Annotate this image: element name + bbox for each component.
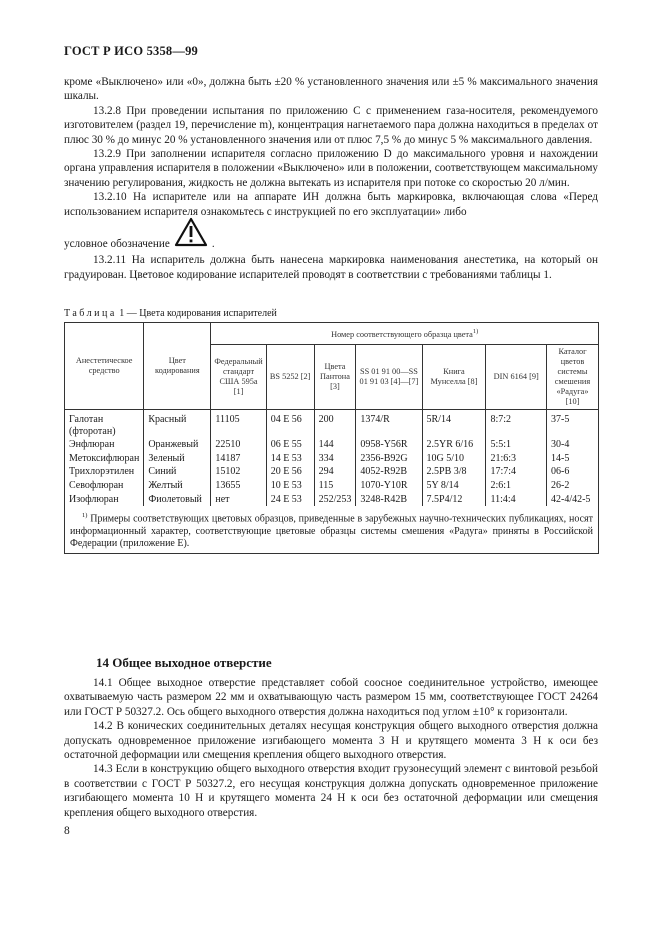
header-din: DIN 6164 [9] xyxy=(486,345,547,410)
cell-color: Красный xyxy=(144,410,211,439)
cell-ss: 0958-Y56R xyxy=(356,438,422,452)
paragraph-13-2-11: 13.2.11 На испаритель должна быть нанесена маркировка наименования анестетика, на который он градуирован. Цветовое кодирование испарителей проводят в соответствии с требованиями таблицы 1. xyxy=(64,254,598,281)
cell-ss: 1070-Y10R xyxy=(356,479,422,493)
cell-bs: 14 E 53 xyxy=(266,452,314,466)
cell-munsell: 10G 5/10 xyxy=(422,452,486,466)
header-raduga: Каталог цветов системы смешения «Радуга» [10] xyxy=(546,345,598,410)
table-row xyxy=(65,438,599,452)
cell-agent: Энфлюран xyxy=(65,438,144,452)
cell-bs: 10 E 53 xyxy=(266,479,314,493)
cell-ss: 4052-R92B xyxy=(356,465,422,479)
cell-color: Желтый xyxy=(144,479,211,493)
cell-raduga: 30-4 xyxy=(546,438,598,452)
cell-ss: 2356-B92G xyxy=(356,452,422,466)
cell-din: 2:6:1 xyxy=(486,479,547,493)
cell-agent: Изофлюран xyxy=(65,493,144,507)
cell-raduga: 42-4/42-5 xyxy=(546,493,598,507)
table-footnote xyxy=(65,506,599,554)
header-group-footnote-ref: 1) xyxy=(472,328,479,336)
cell-bs: 06 E 55 xyxy=(266,438,314,452)
table-row xyxy=(65,410,599,439)
cell-color: Зеленый xyxy=(144,452,211,466)
paragraph-13-2-9: 13.2.9 При заполнении испарителя согласно приложению D до максимального уровня и нахождении органа управления испарителя в положении «Выключено» или в положении, соответствующем максимальному значению регулирования, жидкость не должна вытекать из испарителя при потоке со скоростью 20 л/мин. xyxy=(64,148,598,189)
table-caption-word: Таблица xyxy=(64,308,117,319)
table-row xyxy=(65,493,599,507)
cell-federal: 14187 xyxy=(211,452,266,466)
cell-color: Оранжевый xyxy=(144,438,211,452)
page-number: 8 xyxy=(64,825,70,837)
cell-federal: 11105 xyxy=(211,410,266,439)
cell-federal: нет xyxy=(211,493,266,507)
cell-bs: 04 E 56 xyxy=(266,410,314,439)
header-federal: Федеральный стандарт США 595а [1] xyxy=(211,345,266,410)
header-bs: BS 5252 [2] xyxy=(266,345,314,410)
paragraph-14-3: 14.3 Если в конструкцию общего выходного отверстия входит грузонесущий элемент с винтовой резьбой в соответствии с ГОСТ Р 50327.2, его несущая конструкция должна допускать одновременное приложение изгибающего момента 10 Н и крутящего момента 24 Н к оси без остаточной деформации или смещения крепления общего выходного отверстия. xyxy=(64,763,598,819)
table-row xyxy=(65,465,599,479)
cell-din: 5:5:1 xyxy=(486,438,547,452)
cell-pantone: 294 xyxy=(314,465,356,479)
cell-raduga: 14-5 xyxy=(546,452,598,466)
cell-munsell: 5R/14 xyxy=(422,410,486,439)
paragraph-13-2-10: 13.2.10 На испарителе или на аппарате ИН должна быть маркировка, включающая слова «Перед использованием испарителя ознакомьтесь с инструкцией по его эксплуатации» либо xyxy=(64,191,598,218)
cell-pantone: 200 xyxy=(314,410,356,439)
cell-pantone: 252/253 xyxy=(314,493,356,507)
cell-agent: Галотан (фторотан) xyxy=(65,410,144,439)
symbol-end-text: . xyxy=(211,238,215,251)
table-caption-title: 1 — Цвета кодирования испарителей xyxy=(119,308,277,319)
header-anesthetic: Анестетическое средство xyxy=(65,323,144,410)
document-header: ГОСТ Р ИСО 5358—99 xyxy=(64,44,198,58)
paragraph-13-2-10-symbol-line xyxy=(64,217,598,251)
table-footnote-row xyxy=(65,506,599,554)
table-caption xyxy=(64,308,277,319)
header-color: Цвет кодирования xyxy=(144,323,211,410)
header-munsell: Книга Мунселла [8] xyxy=(422,345,486,410)
cell-bs: 20 E 56 xyxy=(266,465,314,479)
section-14-heading: 14 Общее выходное отверстие xyxy=(96,655,272,670)
paragraph-continuation: кроме «Выключено» или «0», должна быть ±20 % установленного значения или ±5 % максимального значения шкалы. xyxy=(64,76,598,103)
cell-ss: 1374/R xyxy=(356,410,422,439)
cell-munsell: 2.5PB 3/8 xyxy=(422,465,486,479)
cell-color: Синий xyxy=(144,465,211,479)
cell-din: 11:4:4 xyxy=(486,493,547,507)
cell-pantone: 144 xyxy=(314,438,356,452)
header-pantone: Цвета Пантона [3] xyxy=(314,345,356,410)
cell-munsell: 5Y 8/14 xyxy=(422,479,486,493)
section-14-text xyxy=(64,676,598,820)
table-body xyxy=(65,410,599,554)
cell-din: 21:6:3 xyxy=(486,452,547,466)
cell-din: 8:7:2 xyxy=(486,410,547,439)
cell-din: 17:7:4 xyxy=(486,465,547,479)
footnote-mark: 1) xyxy=(82,512,88,520)
cell-pantone: 115 xyxy=(314,479,356,493)
table-row xyxy=(65,452,599,466)
table-row xyxy=(65,479,599,493)
cell-color: Фиолетовый xyxy=(144,493,211,507)
warning-triangle-icon xyxy=(174,217,208,251)
cell-raduga: 37-5 xyxy=(546,410,598,439)
cell-raduga: 06-6 xyxy=(546,465,598,479)
section-13-text xyxy=(64,75,598,282)
cell-pantone: 334 xyxy=(314,452,356,466)
cell-federal: 13655 xyxy=(211,479,266,493)
header-ss: SS 01 91 00—SS 01 91 03 [4]—[7] xyxy=(356,345,422,410)
header-group: Номер соответствующего образца цвета$^{1)}$ xyxy=(211,323,599,345)
cell-munsell: 7.5P4/12 xyxy=(422,493,486,507)
cell-munsell: 2.5YR 6/16 xyxy=(422,438,486,452)
paragraph-14-2: 14.2 В конических соединительных деталях несущая конструкция общего выходного отверстия должна допускать одновременное приложение изгибающего момента 3 Н и крутящего момента 3 Н к оси без остаточной деформации или смещения крепления общего выходного отверстия. xyxy=(64,720,598,762)
paragraph-14-1: 14.1 Общее выходное отверстие представляет собой соосное соединительное устройство, имеющее охватываемую часть размером 22 мм и охватывающую часть размером 15 мм, соответствующее ГОСТ 24264 или ГОСТ Р 50327.2. Ось общего выходного отверстия должна находиться под углом ±10° к горизонтали. xyxy=(64,677,598,718)
cell-agent: Метоксифлюран xyxy=(65,452,144,466)
cell-federal: 22510 xyxy=(211,438,266,452)
cell-agent: Севофлюран xyxy=(65,479,144,493)
symbol-intro-text: условное обозначение xyxy=(64,238,170,251)
paragraph-13-2-8: 13.2.8 При проведении испытания по приложению С с применением газа-носителя, рекомендуемого изготовителем (раздел 19, перечисление m), концентрация нагнетаемого пара должна находиться в пределах от плюс 30 % до минус 20 % установленного значения или от плюс 7,5 % до минус 5 % максимального давления. xyxy=(64,104,598,146)
cell-ss: 3248-R42B xyxy=(356,493,422,507)
footnote-text: Примеры соответствующих цветовых образцов, приведенные в зарубежных научно-технических публикациях, носят информационный характер, соответствующие цветовые образцы системы смешения «Радуга» приняты в Российской Федерации (приложение Е). xyxy=(70,513,593,550)
cell-bs: 24 E 53 xyxy=(266,493,314,507)
cell-raduga: 26-2 xyxy=(546,479,598,493)
color-coding-table xyxy=(64,322,599,554)
cell-federal: 15102 xyxy=(211,465,266,479)
cell-agent: Трихлорэтилен xyxy=(65,465,144,479)
